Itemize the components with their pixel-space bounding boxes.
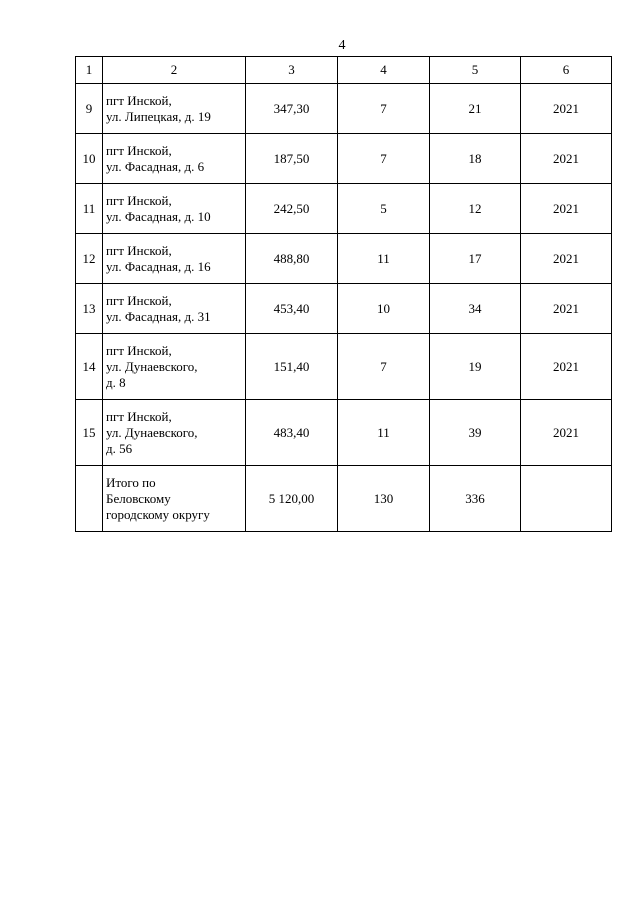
- column-header: 1: [76, 57, 103, 84]
- table-row: [76, 234, 612, 284]
- area-cell: 483,40: [246, 400, 338, 466]
- year-cell: 2021: [521, 234, 612, 284]
- area-cell: 151,40: [246, 334, 338, 400]
- address-line: д. 8: [106, 374, 126, 390]
- address-line: ул. Фасадная, д. 16: [106, 258, 211, 274]
- total-column-4-cell: 130: [338, 466, 430, 532]
- total-row: [76, 466, 612, 532]
- address-line: пгт Инской,: [106, 292, 172, 308]
- address-cell: [103, 184, 246, 234]
- table-row: [76, 334, 612, 400]
- area-cell: 488,80: [246, 234, 338, 284]
- column-header: 6: [521, 57, 612, 84]
- column-header: 5: [430, 57, 521, 84]
- address-line: ул. Дунаевского,: [106, 424, 198, 440]
- row-number: 9: [76, 84, 103, 134]
- table-row: [76, 400, 612, 466]
- column-4-cell: 7: [338, 84, 430, 134]
- total-label-line: Итого по: [106, 474, 156, 490]
- row-number: 14: [76, 334, 103, 400]
- address-cell: [103, 284, 246, 334]
- column-4-cell: 7: [338, 134, 430, 184]
- column-5-cell: 18: [430, 134, 521, 184]
- address-line: пгт Инской,: [106, 192, 172, 208]
- address-line: ул. Фасадная, д. 6: [106, 158, 205, 174]
- area-cell: 347,30: [246, 84, 338, 134]
- year-cell: 2021: [521, 334, 612, 400]
- year-cell: 2021: [521, 84, 612, 134]
- table-row: [76, 184, 612, 234]
- year-cell: 2021: [521, 184, 612, 234]
- total-area-cell: 5 120,00: [246, 466, 338, 532]
- column-5-cell: 12: [430, 184, 521, 234]
- total-label-line: городскому округу: [106, 506, 210, 522]
- column-5-cell: 19: [430, 334, 521, 400]
- address-cell: [103, 234, 246, 284]
- page-number: 4: [338, 38, 346, 53]
- year-cell: 2021: [521, 134, 612, 184]
- column-header: 4: [338, 57, 430, 84]
- data-table: [75, 56, 612, 532]
- year-cell: 2021: [521, 284, 612, 334]
- table-header-row: [76, 57, 612, 84]
- total-column-5-cell: 336: [430, 466, 521, 532]
- row-number: 13: [76, 284, 103, 334]
- address-cell: [103, 400, 246, 466]
- column-header: 3: [246, 57, 338, 84]
- column-4-cell: 11: [338, 234, 430, 284]
- total-year-cell: [521, 466, 612, 532]
- table-row: [76, 84, 612, 134]
- address-line: пгт Инской,: [106, 342, 172, 358]
- area-cell: 242,50: [246, 184, 338, 234]
- column-4-cell: 11: [338, 400, 430, 466]
- address-line: ул. Фасадная, д. 10: [106, 208, 211, 224]
- column-header: 2: [103, 57, 246, 84]
- column-5-cell: 39: [430, 400, 521, 466]
- address-cell: [103, 134, 246, 184]
- address-cell: [103, 84, 246, 134]
- address-line: ул. Липецкая, д. 19: [106, 108, 211, 124]
- total-label-cell: [103, 466, 246, 532]
- column-4-cell: 10: [338, 284, 430, 334]
- row-number: 12: [76, 234, 103, 284]
- row-number: 10: [76, 134, 103, 184]
- table-row: [76, 134, 612, 184]
- area-cell: 187,50: [246, 134, 338, 184]
- total-label-line: Беловскому: [106, 490, 171, 506]
- address-line: пгт Инской,: [106, 242, 172, 258]
- area-cell: 453,40: [246, 284, 338, 334]
- address-line: пгт Инской,: [106, 408, 172, 424]
- row-number: 15: [76, 400, 103, 466]
- year-cell: 2021: [521, 400, 612, 466]
- column-5-cell: 21: [430, 84, 521, 134]
- address-cell: [103, 334, 246, 400]
- row-number: 11: [76, 184, 103, 234]
- address-line: пгт Инской,: [106, 142, 172, 158]
- column-4-cell: 5: [338, 184, 430, 234]
- address-line: ул. Фасадная, д. 31: [106, 308, 211, 324]
- column-5-cell: 17: [430, 234, 521, 284]
- column-5-cell: 34: [430, 284, 521, 334]
- row-number: [76, 466, 103, 532]
- address-line: д. 56: [106, 440, 133, 456]
- column-4-cell: 7: [338, 334, 430, 400]
- table-row: [76, 284, 612, 334]
- address-line: ул. Дунаевского,: [106, 358, 198, 374]
- address-line: пгт Инской,: [106, 92, 172, 108]
